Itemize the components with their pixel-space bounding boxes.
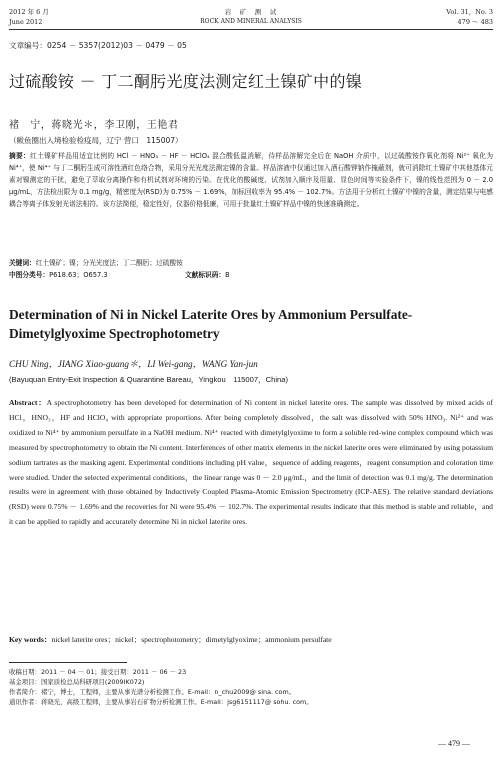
header-date-en: June 2012 (9, 18, 43, 26)
header-journal-cn: 岩 矿 测 试 (224, 8, 278, 16)
affiliation-cn: （鲅鱼圈出入境检验检疫局，辽宁 营口 115007） (9, 136, 183, 145)
abstract-cn-text: 红土镍矿样品用适宜比例的 HCl － HNO₃ － HF － HClO₄ 混合酸低温消解，待样品溶解完全后在 NaOH 介质中，以过硫酸铵作氧化剂将 Ni²⁺ 氧化为 Ni⁴⁺，使 Ni⁴⁺ 与丁二酮肟生成可溶性酒红色络合物，采用分光光度法测定镍的含量。样品溶液中仅通过加入酒石酸钾钠作掩蔽剂，就可消除红土镍矿中其他基体元素对镍测定的干扰，避免了萃取分离操作和有机试剂对环境的污染。在优化的酸碱度、试剂加入顺序及用量、显色时间等实验条件下，镍的线性范围为 0 － 2.0 μg/mL，方法检出限为 0.1 mg/g，精密度为(RSD)为 0.75% － 1.69%，加标回收率为 95.4% － 102.7%。方法用于分析红土镍矿中镍的含量，测定结果与电感耦合等离子体发射光谱法相符。该方法简便，稳定性好，仪器价格低廉，可用于批量红土镍矿样品中镍的快速准确测定。 (9, 152, 493, 209)
title-cn: 过硫酸铵 － 丁二酮肟光度法测定红土镍矿中的镍 (9, 72, 363, 91)
authors-en: CHU Ning，JIANG Xiao-guang＊，LI Wei-gang，WANG Yan-jun (9, 359, 258, 369)
footnote-received: 收稿日期：2011 － 04 － 01；接受日期：2011 － 06 － 23 (9, 668, 187, 676)
article-number: 文章编号：0254 － 5357(2012)03 － 0479 － 05 (9, 41, 187, 50)
clc-label: 中图分类号： (9, 271, 50, 279)
footnote-rule (9, 662, 127, 663)
clc-line (9, 269, 108, 281)
abstract-en-text: A spectrophotometry has been developed for determination of Ni content in nickel laterite ores. The sample was dissolved by mixed acids of HCl，HNO₃，HF and HClO₄ with appropriate proportions. After being completely dissolved，the salt was dissolved with 50% HNO₃. Ni²⁺ and was oxidized to Ni⁴⁺ by ammonium persulfate in a NaOH medium. Ni⁴⁺ reacted with dimetylglyoxime to form a soluble red-wine complex compound which was measured by spectrophotometry to obtain the Ni content. Interferences of other matrix elements in the nickel laterite ores were eliminated by using potassium sodium tartrates as the masking agent. Experimental conditions including pH value，sequence of adding reagents，reagent consumption and coloration time were studied. Under the selected experimental conditions，the linear range was 0 － 2.0 μg/mL，and the limit of detection was 0.1 mg/g. The determination results were in agreement with those obtained by Inductively Coupled Plasma-Atomic Emission Spectrometry (ICP-AES). The relative standard deviations (RSD) were 0.75% － 1.69% and the recoveries for Ni were 95.4% － 102.7%. The experimental results indicate that this method is stable and reliable，and it can be applied to rapidly and accurately determine Ni in nickel laterite ores. (9, 398, 493, 527)
clc-value: P618.63；O657.3 (49, 271, 108, 279)
keywords-cn-label: 关键词： (9, 259, 36, 267)
page-number: — 479 — (438, 739, 470, 748)
abstract-cn-label: 摘要： (9, 152, 31, 160)
doc-code-label: 文献标识码： (185, 271, 226, 279)
title-en-line2: Dimetylglyoxime Spectrophotometry (9, 326, 220, 341)
keywords-cn (9, 257, 493, 269)
header-volume: Vol. 31，No. 3 (446, 8, 493, 16)
keywords-en-text: nickel laterite ores；nickel；spectrophotometry；dimetylglyoxime；ammonium persulfate (51, 635, 332, 644)
abstract-en (9, 396, 493, 530)
title-en-line1: Determination of Ni in Nickel Laterite Ores by Ammonium Persulfate- (9, 307, 413, 322)
doc-code-line (185, 269, 230, 281)
abstract-en-label: Abstract： (9, 398, 47, 407)
footnote-corresponding: 通讯作者：蒋晓光，高级工程师，主要从事岩石矿物分析检测工作。E-mail：jsg6151117@ sohu. com。 (9, 698, 313, 706)
keywords-en (9, 635, 493, 645)
authors-cn: 褚 宁，蒋晓光＊，李卫刚，王艳君 (9, 120, 179, 131)
footnote-fund: 基金项目：国家质检总局科研项目(2009IK072) (9, 678, 145, 686)
keywords-en-label: Key words： (9, 635, 52, 644)
keywords-cn-text: 红土镍矿；镍；分光光度法；丁二酮肟；过硫酸铵 (35, 259, 183, 267)
header-pages: 479 ～ 483 (457, 18, 493, 26)
doc-code-value: B (225, 271, 230, 279)
footnote-author-intro: 作者简介：褚宁，博士，工程师，主要从事光谱分析检测工作。E-mail：n_chu2009@ sina. com。 (9, 688, 296, 696)
header-date-cn: 2012 年 6 月 (9, 8, 49, 16)
header-rule (9, 29, 493, 30)
affiliation-en: (Bayuquan Entry-Exit Inspection & Quarantine Bareau，Yingkou 115007，China) (9, 375, 289, 384)
header-journal-en: ROCK AND MINERAL ANALYSIS (200, 18, 302, 25)
abstract-cn (9, 150, 493, 210)
